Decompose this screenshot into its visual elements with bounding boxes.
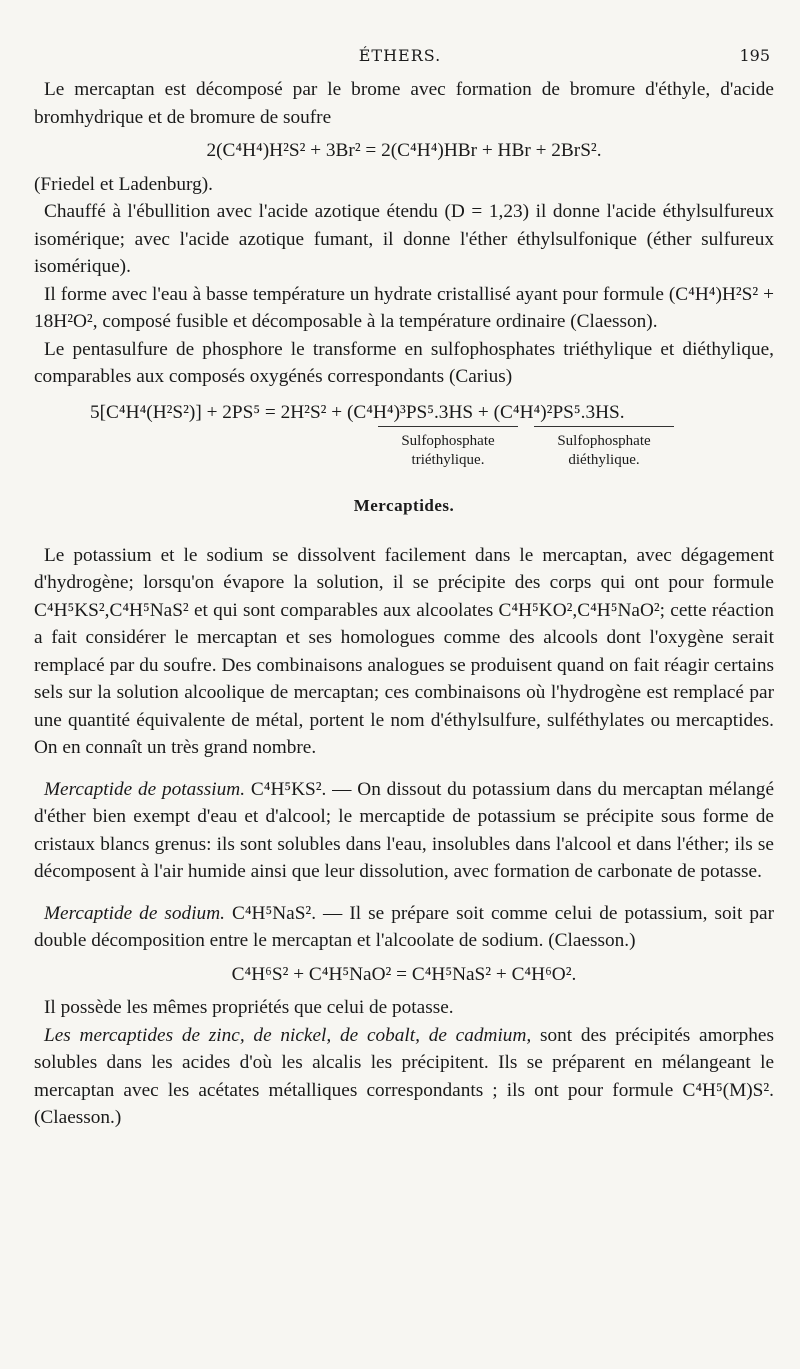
label-diethylique: [534, 426, 674, 470]
paragraph-sodium: [34, 900, 774, 955]
citation-friedel: (Friedel et Ladenburg).: [34, 173, 214, 195]
paragraph-pentasulfide: Le pentasulfure de phosphore le transforme en sulfophosphates triéthylique et diéthylique, comparables aux composés oxygénés correspondants (Carius): [34, 338, 774, 387]
subheading-potassium: Mercaptide de potassium.: [44, 778, 246, 800]
label-tri-line1: Sulfophosphate: [401, 433, 495, 449]
label-tri-line2: triéthylique.: [411, 452, 485, 468]
section-heading: Mercaptides.: [353, 496, 455, 515]
text-potassium: C⁴H⁵KS². — On dissout du potassium dans du mercaptan mélangé d'éther bien exempt d'eau et d'alcool; le mercaptide de potassium se précipite sous forme de cristaux blancs grenus: ils sont solubles dans l'eau, insolubles dans l'alcool et dans l'éther; ils se décomposent à l'air humide ainsi que leur dissolution, avec formation de carbonate de potasse.: [34, 778, 774, 882]
subheading-metals: Les mercaptides de zinc, de nickel, de cobalt, de cadmium,: [44, 1024, 532, 1046]
paragraph-metal-mercaptides: [34, 1022, 774, 1132]
spacer: [34, 762, 774, 776]
label-triethylique: [378, 426, 518, 470]
equation-sodium: C⁴H⁶S² + C⁴H⁵NaO² = C⁴H⁵NaS² + C⁴H⁶O².: [231, 963, 577, 985]
running-header: [0, 46, 800, 70]
paragraph-properties: Il possède les mêmes propriétés que celui de potasse.: [44, 997, 454, 1018]
running-title: ÉTHERS.: [358, 46, 442, 65]
equation-bromine: 2(C⁴H⁴)H²S² + 3Br² = 2(C⁴H⁴)HBr + HBr + 2BrS².: [206, 140, 602, 161]
paragraph-mercaptides-intro: Le potassium et le sodium se dissolvent facilement dans le mercaptan, avec dégagement d'hydrogène; lorsqu'on évapore la solution, il se précipite des corps qui ont pour formule C⁴H⁵KS²,C⁴H⁵NaS² et qui sont comparables aux alcoolates C⁴H⁵KO²,C⁴H⁵NaO²; cette réaction a fait considérer le mercaptan et ses homologues comme des alcools dont l'oxygène serait remplacé par du soufre. Des combinaisons analogues se produisent quand on fait réagir certains sels sur la solution alcoolique de mercaptan; ces combinaisons où l'hydrogène est remplacé par une quantité équivalente de métal, portent le nom d'éthylsulfure, sulféthylates ou mercaptides. On en connaît un très grand nombre.: [34, 544, 774, 758]
label-di-line1: Sulfophosphate: [557, 433, 651, 449]
paragraph-hydrate: Il forme avec l'eau à basse température un hydrate cristallisé ayant pour formule (C⁴H⁴)H²S² + 18H²O², composé fusible et décomposable à la température ordinaire (Claesson).: [34, 283, 774, 332]
equation-sulfophosphate: 5[C⁴H⁴(H²S²)] + 2PS⁵ = 2H²S² + (C⁴H⁴)³PS⁵.3HS + (C⁴H⁴)²PS⁵.3HS.: [90, 401, 625, 423]
paragraph-potassium: [34, 776, 774, 886]
text-sodium: C⁴H⁵NaS². — Il se prépare soit comme celui de potassium, soit par double décomposition entre le mercaptan et l'alcoolate de sodium. (Claesson.): [34, 902, 775, 951]
underbrace: [378, 426, 518, 430]
equation-sulfophosphate-block: [34, 399, 774, 475]
page-number: 195: [739, 46, 770, 65]
paragraph-bromine: Le mercaptan est décomposé par le brome avec formation de bromure d'éthyle, d'acide bromhydrique et de bromure de soufre: [34, 79, 774, 128]
label-di-line2: diéthylique.: [568, 452, 640, 468]
subheading-sodium: Mercaptide de sodium.: [44, 902, 225, 924]
page-body: [34, 76, 774, 1132]
text-metals: sont des précipités amorphes solubles dans les acides d'où les alcalis les précipitent. Ils se préparent en mélangeant le mercaptan avec les acétates métalliques correspondants ; ils ont pour formule C⁴H⁵(M)S². (Claesson.): [34, 1024, 774, 1128]
equation-labels: [34, 426, 774, 474]
underbrace: [534, 426, 674, 430]
paragraph-nitric-acid: Chauffé à l'ébullition avec l'acide azotique étendu (D = 1,23) il donne l'acide éthylsulfureux isomérique; avec l'acide azotique fumant, il donne l'éther éthylsulfonique (éther sulfureux isomérique).: [34, 201, 774, 277]
spacer: [34, 886, 774, 900]
